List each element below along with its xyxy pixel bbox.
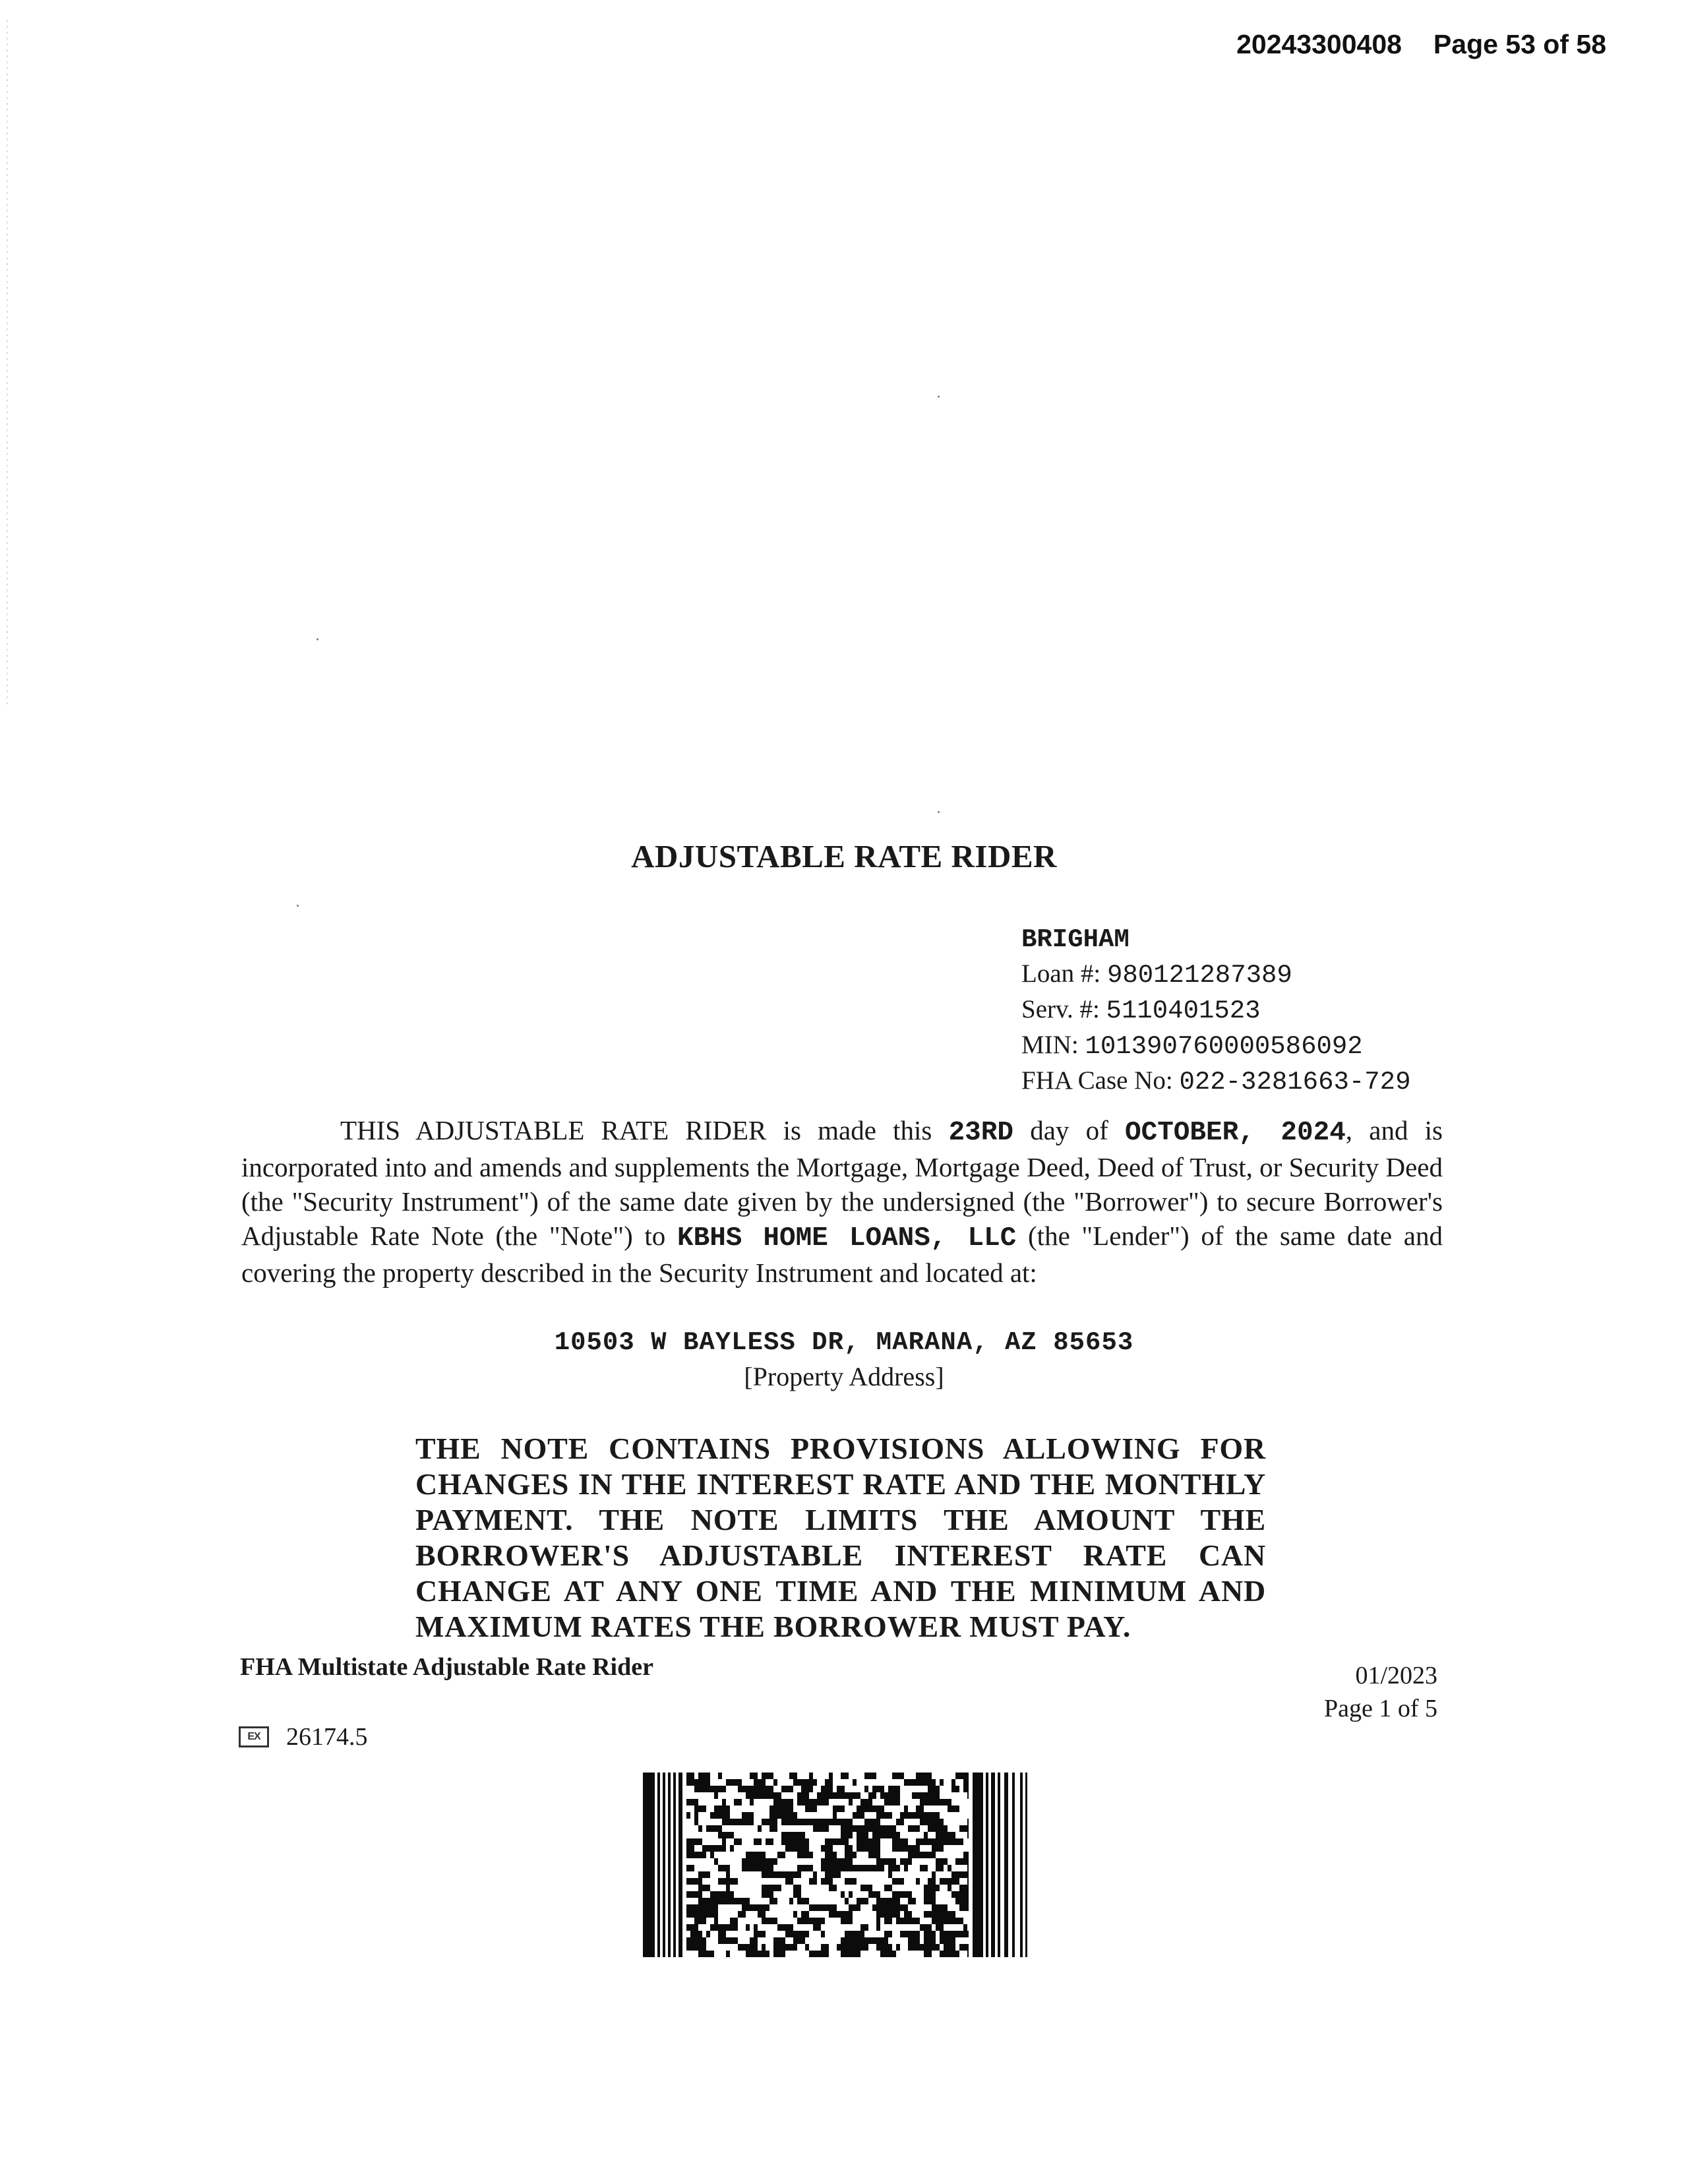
intro-text-1: THIS ADJUSTABLE RATE RIDER is made this (340, 1115, 949, 1145)
form-date-block (1324, 1659, 1437, 1725)
ex-logo-icon: EX (239, 1726, 269, 1747)
serv-number-label: Serv. #: (1021, 995, 1100, 1023)
min-value: 101390760000586092 (1085, 1032, 1363, 1061)
document-number: 20243300408 (1236, 29, 1402, 59)
form-code-row (239, 1722, 368, 1751)
rider-day: 23RD (948, 1118, 1013, 1148)
loan-number-row (1021, 957, 1411, 992)
intro-text-3: , and is incorporated into and amends and supplements the Mortgage, Mortgage Deed, Deed of Trust, or Security Deed (the "Security Instrument") of the same date given by the undersigned (the "Borrower") to secure Borrower's Adjustable Rate Note (the "Note") to (241, 1115, 1443, 1251)
form-date: 01/2023 (1355, 1662, 1437, 1689)
property-address: 10503 W BAYLESS DR, MARANA, AZ 85653 (554, 1328, 1134, 1357)
scan-speck (938, 396, 940, 398)
serv-number-row (1021, 992, 1411, 1028)
property-address-block (0, 1325, 1688, 1394)
pdf417-barcode (643, 1773, 1029, 1957)
intro-text-4: (the "Lender") of the same date and covering the property described in the Security Instrument and located at: (241, 1221, 1443, 1288)
scan-speck (297, 905, 299, 907)
property-address-label: [Property Address] (744, 1362, 944, 1391)
form-page-number: Page 1 of 5 (1323, 1695, 1437, 1722)
recording-header (1236, 29, 1606, 60)
serv-number-value: 5110401523 (1106, 996, 1261, 1025)
loan-info-block (1021, 923, 1411, 1099)
barcode-modules (686, 1773, 969, 1957)
rate-change-notice: THE NOTE CONTAINS PROVISIONS ALLOWING FOR CHANGES IN THE INTEREST RATE AND THE MONTHLY PAYMENT. THE NOTE LIMITS THE AMOUNT THE BORROWER'S ADJUSTABLE INTEREST RATE CAN CHANGE AT ANY ONE TIME AND THE MINIMUM AND MAXIMUM RATES THE BORROWER MUST PAY. (415, 1432, 1266, 1643)
fha-case-label: FHA Case No: (1021, 1066, 1173, 1095)
rider-month-year: OCTOBER, 2024 (1124, 1118, 1346, 1148)
scan-speck (316, 638, 318, 640)
page-counter: Page 53 of 58 (1433, 29, 1606, 59)
document-title: ADJUSTABLE RATE RIDER (631, 838, 1057, 874)
loan-number-label: Loan #: (1021, 959, 1101, 988)
loan-number-value: 980121287389 (1106, 961, 1292, 990)
scan-edge-artifact (7, 20, 8, 706)
borrower-name: BRIGHAM (1021, 925, 1130, 954)
scan-speck (938, 811, 940, 813)
min-label: MIN: (1021, 1031, 1079, 1059)
min-row (1021, 1028, 1411, 1064)
rider-intro-paragraph (241, 1113, 1443, 1290)
fha-case-value: 022-3281663-729 (1179, 1068, 1411, 1097)
intro-text-2: day of (1013, 1115, 1125, 1145)
lender-name: KBHS HOME LOANS, LLC (677, 1223, 1017, 1254)
fha-case-row (1021, 1064, 1411, 1099)
form-code: 26174.5 (286, 1723, 368, 1751)
form-title: FHA Multistate Adjustable Rate Rider (240, 1653, 653, 1681)
